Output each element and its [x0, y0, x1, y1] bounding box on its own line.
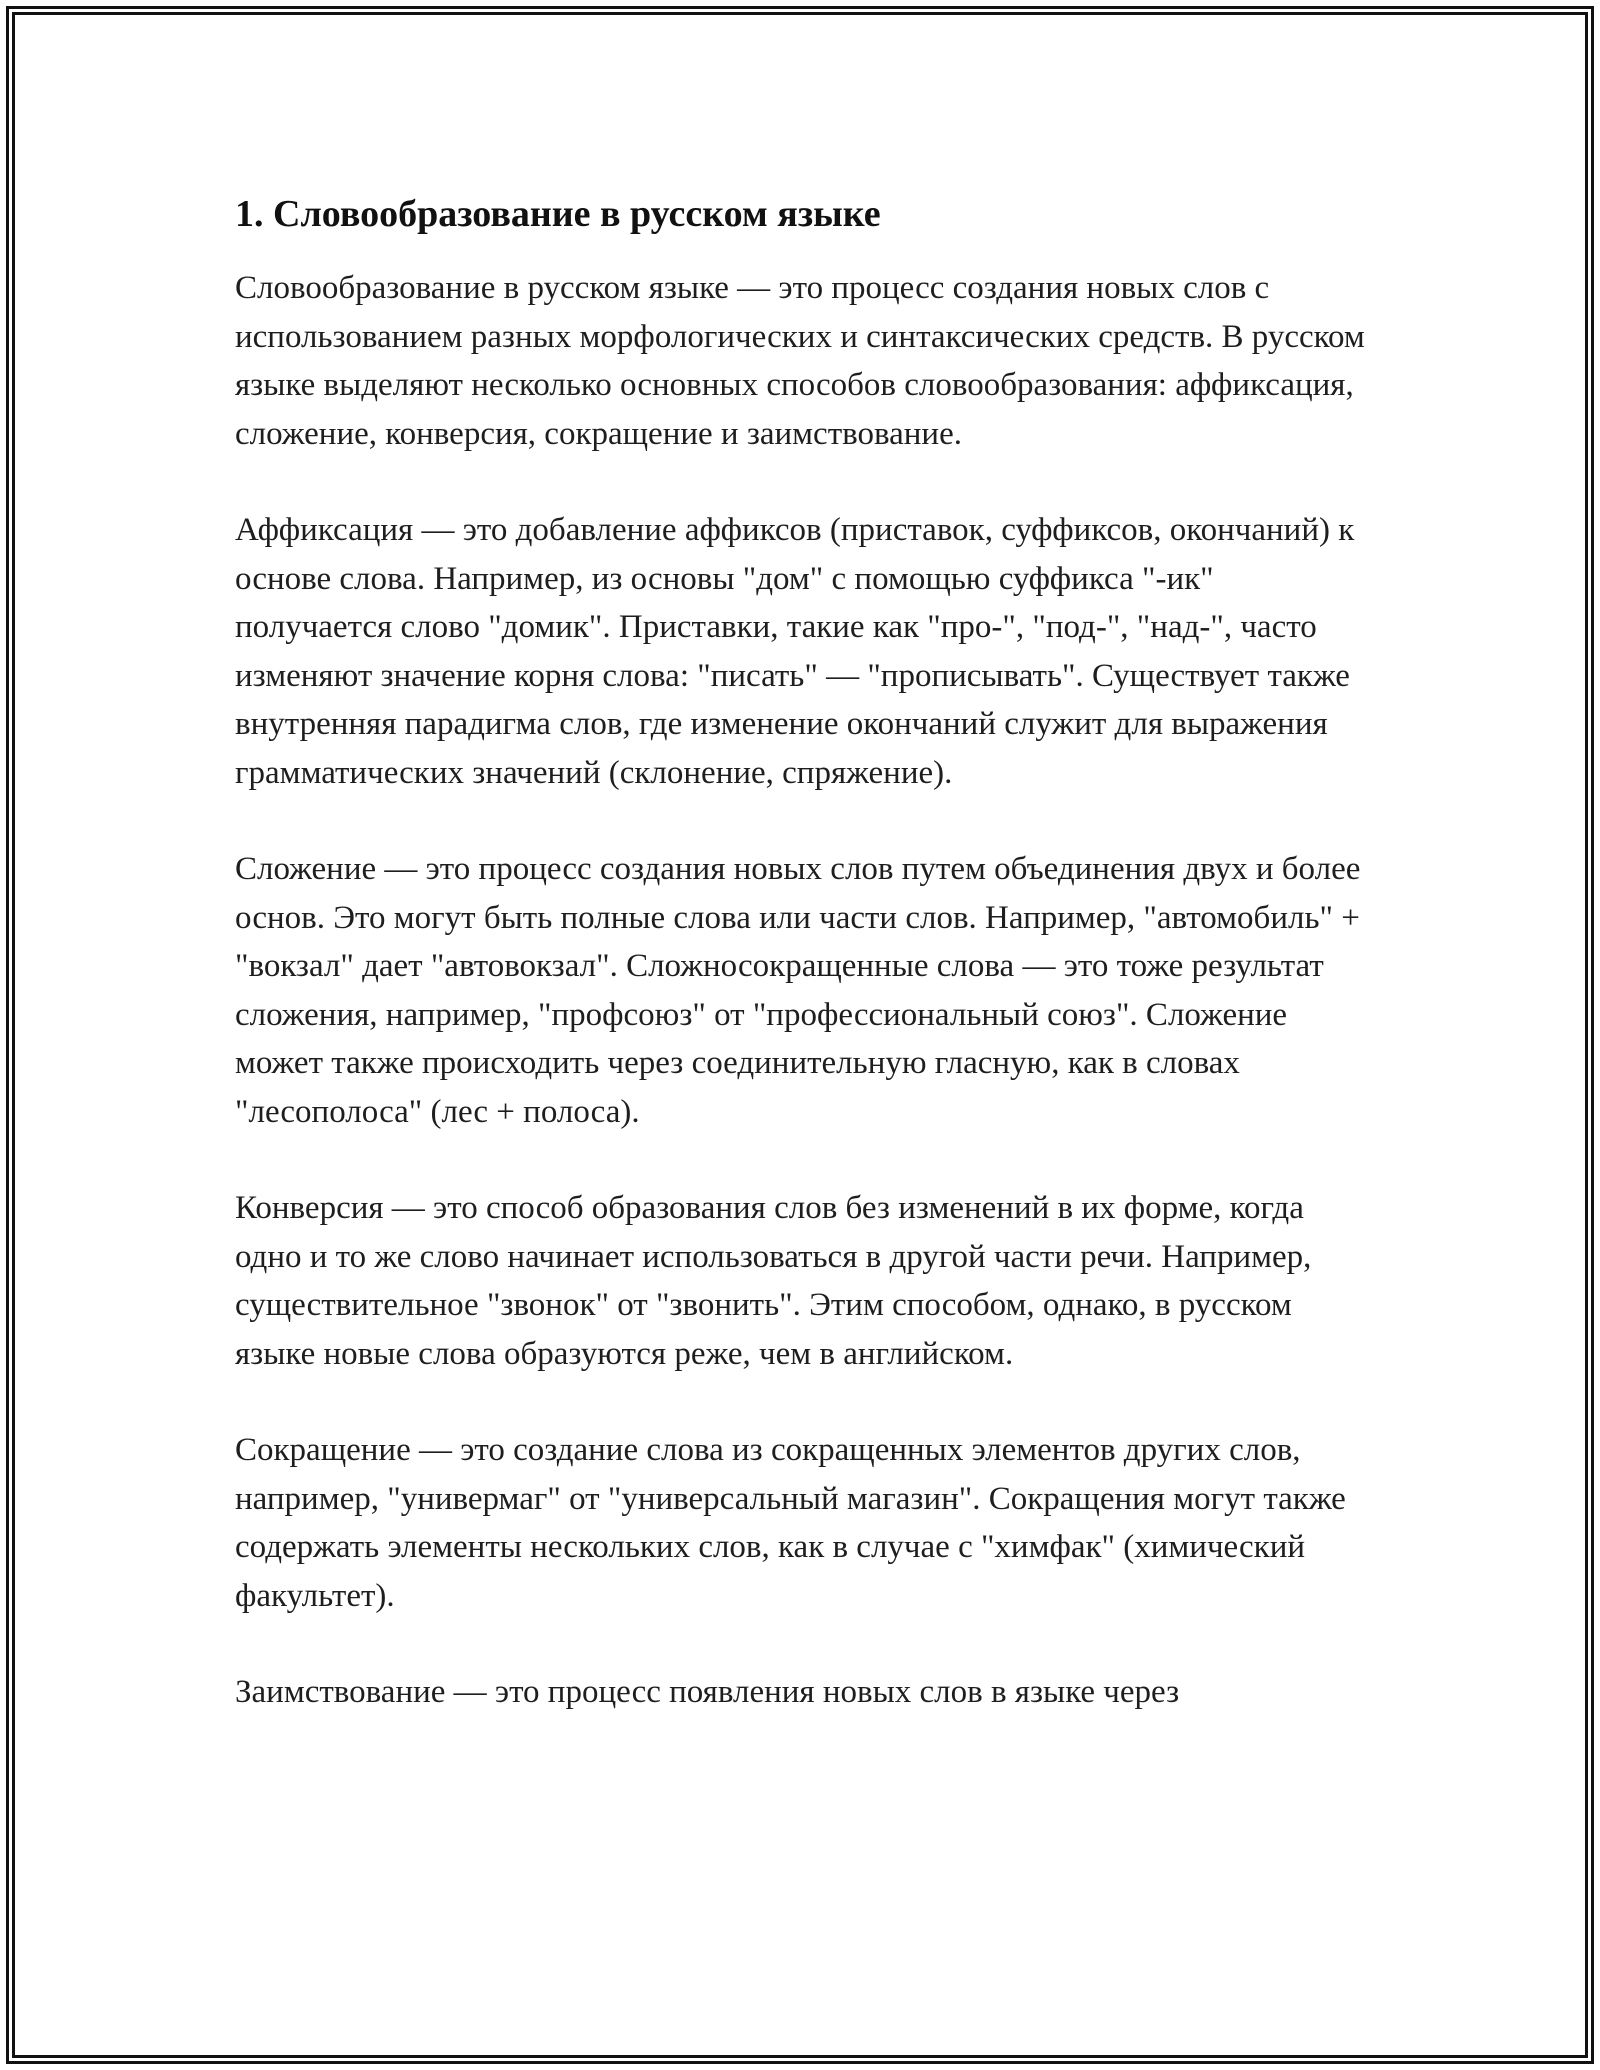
paragraph-borrowing: Заимствование — это процесс появления новых слов в языке через	[235, 1674, 1180, 1710]
section-heading: 1. Словообразование в русском языке	[235, 193, 881, 235]
paragraph-intro: Словообразование в русском языке — это процесс создания новых слов с использованием разных морфологических и синтаксических средств. В русском языке выделяют несколько основных способов словообразования: аффиксация, сложение, конверсия, сокращение и заимствование.	[235, 270, 1365, 452]
paragraph-abbreviation: Сокращение — это создание слова из сокращенных элементов других слов, например, "универмаг" от "универсальный магазин". Сокращения могут также содержать элементы нескольких слов, как в случае с "химфак" (химический факультет).	[235, 1432, 1346, 1614]
paragraph-compounding: Сложение — это процесс создания новых слов путем объединения двух и более основ. Это могут быть полные слова или части слов. Например, "автомобиль" + "вокзал" дает "автовокзал". Сложносокращенные слова — это тоже результат сложения, например, "профсоюз" от "профессиональный союз". Сложение может также происходить через соединительную гласную, как в словах "лесополоса" (лес + полоса).	[235, 851, 1361, 1130]
paragraph-conversion: Конверсия — это способ образования слов без изменений в их форме, когда одно и то же слово начинает использоваться в другой части речи. Например, существительное "звонок" от "звонить". Этим способом, однако, в русском языке новые слова образуются реже, чем в английском.	[235, 1190, 1312, 1372]
paragraph-affixation: Аффиксация — это добавление аффиксов (приставок, суффиксов, окончаний) к основе слова. Например, из основы "дом" с помощью суффикса "-ик" получается слово "домик". Приставки, такие как "про-", "под-", "над-", часто изменяют значение корня слова: "писать" — "прописывать". Существует также внутренняя парадигма слов, где изменение окончаний служит для выражения грамматических значений (склонение, спряжение).	[235, 512, 1355, 791]
document-body	[235, 186, 1375, 1765]
